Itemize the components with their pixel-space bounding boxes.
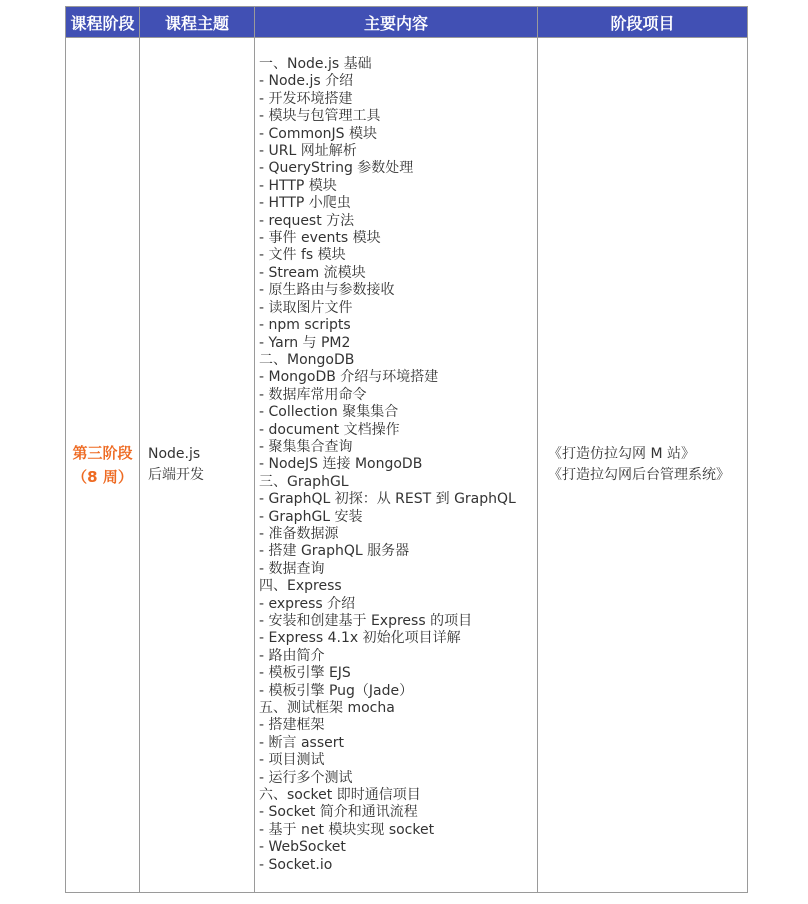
project-item: 《打造拉勾网后台管理系统》 bbox=[548, 467, 730, 484]
content-line: 一、Node.js 基础 bbox=[259, 56, 372, 72]
project-item: 《打造仿拉勾网 M 站》 bbox=[548, 446, 695, 463]
content-line: 三、GraphGL bbox=[259, 473, 349, 490]
content-line: - URL 网址解析 bbox=[259, 143, 357, 160]
curriculum-table bbox=[65, 6, 748, 893]
header-row bbox=[66, 7, 748, 38]
stage-duration: （8 周） bbox=[72, 468, 133, 487]
content-line: - Socket.io bbox=[259, 856, 333, 873]
content-line: - 断言 assert bbox=[259, 734, 344, 751]
header-topic: 课程主题 bbox=[140, 7, 255, 38]
content-line: - Node.js 介绍 bbox=[259, 73, 354, 90]
project-cell bbox=[538, 38, 748, 893]
content-line: 五、测试框架 mocha bbox=[259, 700, 395, 717]
content-line: - npm scripts bbox=[259, 317, 351, 334]
content-line: - 搭建框架 bbox=[259, 717, 325, 734]
content-line: - Collection 聚集集合 bbox=[259, 404, 399, 421]
content-line: - 模板引擎 EJS bbox=[259, 665, 351, 682]
content-line: 四、Express bbox=[259, 578, 342, 595]
stage-cell bbox=[66, 38, 140, 893]
content-list bbox=[259, 56, 537, 874]
content-line: - 运行多个测试 bbox=[259, 769, 353, 786]
content-line: - WebSocket bbox=[259, 839, 346, 856]
content-line: - 搭建 GraphQL 服务器 bbox=[259, 543, 410, 560]
content-line: - Yarn 与 PM2 bbox=[259, 334, 351, 351]
content-line: 二、MongoDB bbox=[259, 351, 355, 368]
topic-line: 后端开发 bbox=[148, 467, 204, 484]
content-line: - HTTP 小爬虫 bbox=[259, 195, 351, 212]
header-stage: 课程阶段 bbox=[66, 7, 140, 38]
content-line: - 开发环境搭建 bbox=[259, 90, 353, 107]
content-line: - 事件 events 模块 bbox=[259, 230, 381, 247]
content-line: - 项目测试 bbox=[259, 752, 325, 769]
content-line: - 原生路由与参数接收 bbox=[259, 282, 395, 299]
content-line: - 读取图片文件 bbox=[259, 299, 353, 316]
content-line: - MongoDB 介绍与环境搭建 bbox=[259, 369, 439, 386]
content-line: - HTTP 模块 bbox=[259, 177, 337, 194]
content-line: - 模块与包管理工具 bbox=[259, 108, 381, 125]
content-line: - document 文档操作 bbox=[259, 421, 400, 438]
topic-line: Node.js bbox=[148, 446, 201, 463]
content-line: - 数据查询 bbox=[259, 560, 325, 577]
topic-cell bbox=[140, 38, 255, 893]
header-content: 主要内容 bbox=[255, 7, 538, 38]
content-line: - CommonJS 模块 bbox=[259, 125, 378, 142]
content-line: - request 方法 bbox=[259, 212, 355, 229]
content-line: - GraphGL 安装 bbox=[259, 508, 363, 525]
content-line: - 文件 fs 模块 bbox=[259, 247, 346, 264]
content-line: - GraphQL 初探：从 REST 到 GraphQL bbox=[259, 491, 516, 508]
content-line: - express 介绍 bbox=[259, 595, 356, 612]
content-line: - Socket 简介和通讯流程 bbox=[259, 804, 418, 821]
content-line: - 基于 net 模块实现 socket bbox=[259, 821, 435, 838]
content-line: - Stream 流模块 bbox=[259, 264, 366, 281]
content-cell bbox=[255, 38, 538, 893]
header-project: 阶段项目 bbox=[538, 7, 748, 38]
content-line: - 准备数据源 bbox=[259, 525, 339, 542]
content-line: 六、socket 即时通信项目 bbox=[259, 787, 421, 804]
content-line: - Express 4.1x 初始化项目详解 bbox=[259, 630, 461, 647]
content-line: - 模板引擎 Pug（Jade） bbox=[259, 682, 414, 699]
table-row bbox=[66, 38, 748, 893]
content-line: - 路由简介 bbox=[259, 647, 325, 664]
content-line: - 安装和创建基于 Express 的项目 bbox=[259, 613, 473, 629]
stage-name: 第三阶段 bbox=[72, 444, 133, 463]
content-line: - NodeJS 连接 MongoDB bbox=[259, 456, 423, 473]
content-line: - 数据库常用命令 bbox=[259, 386, 367, 403]
content-line: - QueryString 参数处理 bbox=[259, 160, 414, 177]
content-line: - 聚集集合查询 bbox=[259, 438, 353, 455]
